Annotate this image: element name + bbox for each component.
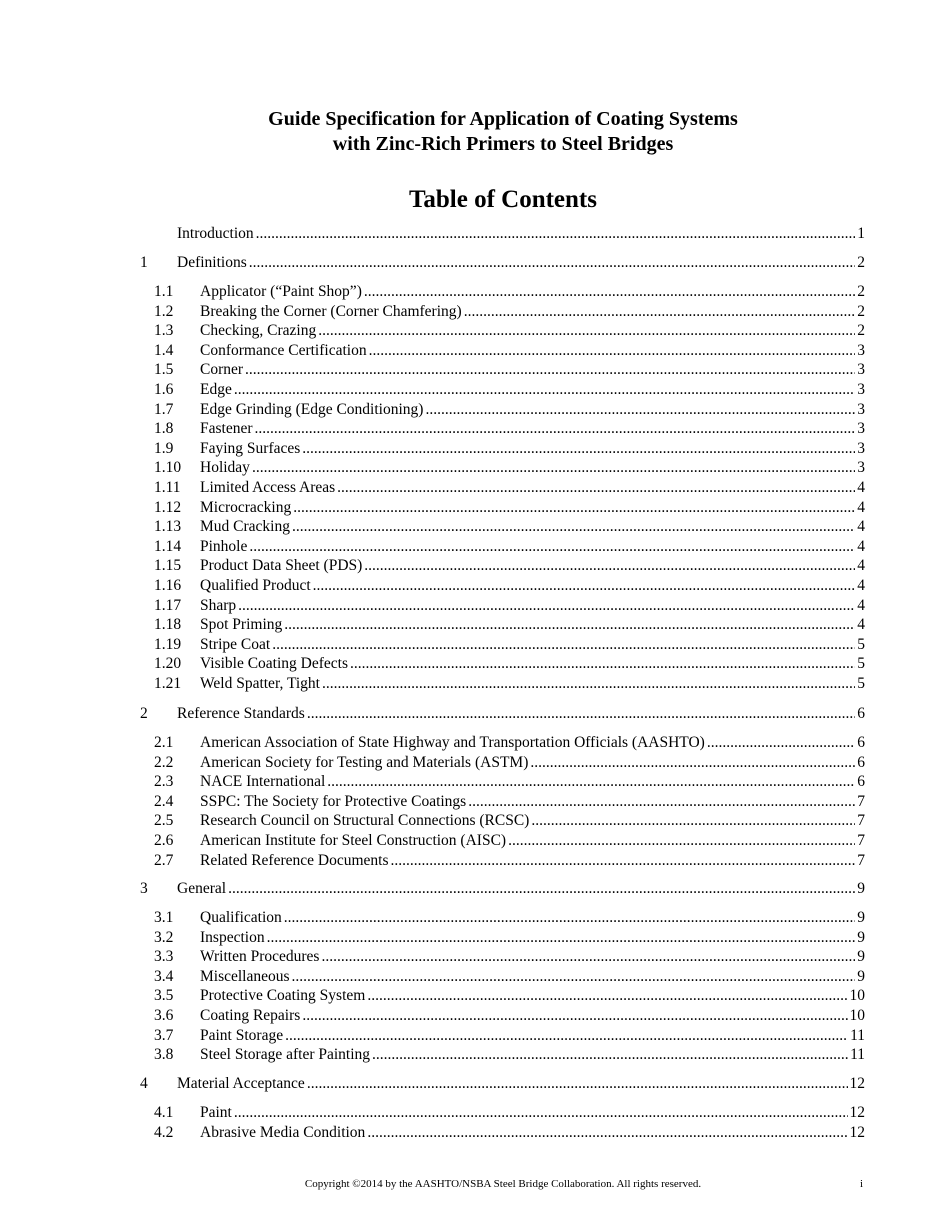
dot-leader bbox=[234, 1103, 848, 1123]
toc-entry-page: 3 bbox=[857, 361, 865, 379]
toc-entry-number: 1.17 bbox=[154, 596, 182, 614]
toc-entry-title: Edge bbox=[200, 381, 232, 398]
toc-subsection-row[interactable] bbox=[140, 967, 865, 987]
dot-leader bbox=[464, 302, 856, 322]
toc-subsection-row[interactable] bbox=[140, 654, 865, 674]
dot-leader bbox=[245, 360, 855, 380]
toc-entry-title: Corner bbox=[200, 361, 244, 379]
toc-subsection-row[interactable] bbox=[140, 674, 865, 694]
toc-entry-number: 1.4 bbox=[154, 341, 174, 359]
toc-subsection-row[interactable] bbox=[140, 596, 865, 616]
toc-subsection-row[interactable] bbox=[140, 1006, 865, 1026]
document-title-line1: Guide Specification for Application of Coating Systems bbox=[268, 108, 738, 130]
dot-leader bbox=[249, 253, 856, 273]
dot-leader bbox=[302, 1006, 847, 1026]
toc-subsection-row[interactable] bbox=[140, 556, 865, 576]
toc-subsection-row[interactable] bbox=[140, 1123, 865, 1143]
toc-entry-page: 2 bbox=[857, 254, 865, 271]
toc-entry-title: General bbox=[177, 880, 227, 897]
toc-subsection-row[interactable] bbox=[140, 1026, 865, 1046]
toc-entry-number: 1 bbox=[140, 254, 148, 271]
toc-entry-number: 4.2 bbox=[154, 1123, 174, 1141]
toc-section-row[interactable] bbox=[140, 704, 865, 724]
dot-leader bbox=[272, 635, 855, 655]
toc-entry-title: Coating Repairs bbox=[200, 1007, 301, 1024]
dot-leader bbox=[391, 851, 856, 871]
toc-entry-number: 1.19 bbox=[154, 635, 182, 653]
toc-entry-title: Weld Spatter, Tight bbox=[200, 675, 320, 692]
dot-leader bbox=[285, 1026, 848, 1046]
toc-subsection-row[interactable] bbox=[140, 1045, 865, 1065]
toc-entry-number: 4 bbox=[140, 1075, 148, 1092]
toc-entry-page: 3 bbox=[857, 341, 865, 359]
toc-entry-title: Introduction bbox=[177, 225, 254, 242]
toc-entry-page: 12 bbox=[849, 1123, 865, 1141]
toc-entry-title: Definitions bbox=[177, 254, 247, 271]
page-number-label: i bbox=[860, 1178, 864, 1190]
toc-entry-number: 1.9 bbox=[154, 439, 174, 457]
toc-entry-title: Edge Grinding (Edge Conditioning) bbox=[200, 400, 424, 418]
dot-leader bbox=[234, 380, 855, 400]
toc-subsection-row[interactable] bbox=[140, 928, 865, 948]
toc-entry-number: 2.4 bbox=[154, 792, 174, 810]
toc-entry-title: American Society for Testing and Materials (ASTM) bbox=[200, 753, 529, 771]
dot-leader bbox=[369, 341, 856, 361]
toc-subsection-row[interactable] bbox=[140, 831, 865, 851]
copyright-notice: Copyright ©2014 by the AASHTO/NSBA Steel Bridge Collaboration. All rights reserved. bbox=[304, 1178, 702, 1190]
toc-subsection-row[interactable] bbox=[140, 772, 865, 792]
toc-entry-title: SSPC: The Society for Protective Coatings bbox=[200, 792, 467, 810]
toc-subsection-row[interactable] bbox=[140, 753, 865, 773]
toc-entry-title: Reference Standards bbox=[177, 705, 305, 722]
toc-entry-page: 3 bbox=[857, 459, 865, 477]
toc-entry-title: Mud Cracking bbox=[200, 518, 290, 536]
toc-entry-number: 2.2 bbox=[154, 753, 174, 771]
toc-entry-page: 4 bbox=[857, 518, 865, 536]
toc-entry-number: 1.2 bbox=[154, 302, 174, 320]
toc-entry-number: 1.12 bbox=[154, 498, 182, 516]
dot-leader bbox=[313, 576, 856, 596]
dot-leader bbox=[307, 1074, 848, 1094]
dot-leader bbox=[372, 1045, 848, 1065]
toc-entry-title: Material Acceptance bbox=[177, 1075, 305, 1092]
toc-entry-page: 5 bbox=[857, 635, 865, 653]
toc-entry-number: 1.3 bbox=[154, 322, 174, 340]
toc-entry-title: Abrasive Media Condition bbox=[200, 1123, 366, 1141]
dot-leader bbox=[468, 792, 855, 812]
toc-entry-page: 7 bbox=[857, 851, 865, 869]
document-title bbox=[0, 107, 950, 157]
toc-entry-page: 4 bbox=[857, 537, 865, 555]
dot-leader bbox=[256, 224, 856, 244]
toc-subsection-row[interactable] bbox=[140, 517, 865, 537]
toc-subsection-row[interactable] bbox=[140, 792, 865, 812]
dot-leader bbox=[321, 947, 855, 967]
toc-entry-title: Holiday bbox=[200, 459, 250, 477]
toc-entry-title: NACE International bbox=[200, 773, 326, 791]
toc-entry-page: 2 bbox=[857, 322, 865, 340]
dot-leader bbox=[292, 517, 855, 537]
dot-leader bbox=[531, 811, 855, 831]
toc-subsection-row[interactable] bbox=[140, 282, 865, 302]
toc-entry-title: Inspection bbox=[200, 928, 265, 946]
dot-leader bbox=[337, 478, 855, 498]
toc-subsection-row[interactable] bbox=[140, 811, 865, 831]
toc-entry-number: 1.6 bbox=[154, 381, 174, 398]
toc-entry-page: 4 bbox=[857, 479, 865, 496]
toc-entry-title: Steel Storage after Painting bbox=[200, 1046, 371, 1064]
dot-leader bbox=[425, 400, 855, 420]
toc-entry-page: 9 bbox=[857, 967, 865, 985]
toc-entry-title: Checking, Crazing bbox=[200, 322, 317, 340]
toc-entry-page: 2 bbox=[857, 302, 865, 320]
toc-subsection-row[interactable] bbox=[140, 947, 865, 967]
toc-entry-page: 6 bbox=[857, 753, 865, 771]
toc-subsection-row[interactable] bbox=[140, 615, 865, 635]
toc-entry-page: 11 bbox=[850, 1026, 865, 1044]
toc-subsection-row[interactable] bbox=[140, 576, 865, 596]
toc-subsection-row[interactable] bbox=[140, 986, 865, 1006]
toc-entry-page: 6 bbox=[857, 705, 865, 722]
toc-entry-number: 1.13 bbox=[154, 518, 182, 536]
toc-entry-number: 1.18 bbox=[154, 616, 182, 634]
dot-leader bbox=[255, 419, 856, 439]
toc-subsection-row[interactable] bbox=[140, 635, 865, 655]
dot-leader bbox=[367, 1123, 847, 1143]
toc-entry-page: 2 bbox=[857, 283, 865, 300]
toc-entry-page: 4 bbox=[857, 596, 865, 614]
toc-entry-number: 1.16 bbox=[154, 577, 182, 594]
toc-entry-page: 12 bbox=[849, 1104, 865, 1121]
toc-subsection-row[interactable] bbox=[140, 733, 865, 753]
toc-entry-title: Pinhole bbox=[200, 537, 248, 555]
toc-entry-number: 1.15 bbox=[154, 557, 182, 575]
toc-entry-page: 7 bbox=[857, 792, 865, 810]
toc-subsection-row[interactable] bbox=[140, 380, 865, 400]
toc-subsection-row[interactable] bbox=[140, 341, 865, 361]
toc-entry-title: Qualified Product bbox=[200, 577, 311, 594]
toc-entry-page: 11 bbox=[850, 1046, 865, 1064]
toc-entry-number: 1.5 bbox=[154, 361, 174, 379]
toc-entry-page: 7 bbox=[857, 832, 865, 849]
toc-entry-title: Related Reference Documents bbox=[200, 851, 389, 869]
toc-entry-page: 6 bbox=[857, 773, 865, 791]
toc-entry-number: 3.2 bbox=[154, 928, 174, 946]
toc-entry-page: 9 bbox=[857, 948, 865, 966]
page-footer bbox=[0, 1176, 950, 1192]
toc-entry-page: 10 bbox=[849, 987, 865, 1005]
toc-entry-title: American Institute for Steel Construction (AISC) bbox=[200, 832, 507, 849]
toc-entry-number: 3.5 bbox=[154, 987, 174, 1005]
toc-entry-number: 3.3 bbox=[154, 948, 174, 966]
document-title-line2: with Zinc-Rich Primers to Steel Bridges bbox=[332, 133, 674, 155]
toc-entry-title: Spot Priming bbox=[200, 616, 283, 634]
toc-entry-page: 10 bbox=[849, 1007, 865, 1024]
toc-subsection-row[interactable] bbox=[140, 478, 865, 498]
dot-leader bbox=[252, 458, 855, 478]
toc-subsection-row[interactable] bbox=[140, 360, 865, 380]
dot-leader bbox=[267, 928, 856, 948]
dot-leader bbox=[292, 967, 856, 987]
toc-entry-page: 4 bbox=[857, 498, 865, 516]
toc-entry-page: 7 bbox=[857, 812, 865, 830]
toc-subsection-row[interactable] bbox=[140, 321, 865, 341]
dot-leader bbox=[238, 596, 855, 616]
toc-subsection-row[interactable] bbox=[140, 458, 865, 478]
toc-entry-title: Product Data Sheet (PDS) bbox=[200, 557, 363, 575]
toc-entry-number: 1.7 bbox=[154, 400, 174, 418]
dot-leader bbox=[364, 282, 855, 302]
dot-leader bbox=[508, 831, 855, 851]
toc-entry-page: 4 bbox=[857, 616, 865, 634]
toc-entry-title: Conformance Certification bbox=[200, 341, 367, 359]
toc-entry-page: 4 bbox=[857, 557, 865, 575]
toc-subsection-row[interactable] bbox=[140, 537, 865, 557]
toc-entry-number: 3.7 bbox=[154, 1026, 174, 1044]
dot-leader bbox=[327, 772, 855, 792]
toc-entry-number: 1.1 bbox=[154, 283, 174, 300]
toc-subsection-row[interactable] bbox=[140, 908, 865, 928]
toc-entry-page: 6 bbox=[857, 734, 865, 751]
toc-section-row[interactable] bbox=[140, 224, 865, 244]
toc-entry-page: 5 bbox=[857, 655, 865, 673]
toc-entry-title: Faying Surfaces bbox=[200, 439, 301, 457]
toc-entry-page: 4 bbox=[857, 577, 865, 594]
dot-leader bbox=[318, 321, 855, 341]
toc-subsection-row[interactable] bbox=[140, 400, 865, 420]
toc-heading: Table of Contents bbox=[409, 186, 597, 213]
toc-entry-page: 9 bbox=[857, 909, 865, 926]
toc-subsection-row[interactable] bbox=[140, 439, 865, 459]
toc-entry-page: 3 bbox=[857, 381, 865, 398]
dot-leader bbox=[249, 537, 855, 557]
toc-entry-number: 1.10 bbox=[154, 459, 182, 477]
dot-leader bbox=[350, 654, 855, 674]
toc-subsection-row[interactable] bbox=[140, 1103, 865, 1123]
toc-subsection-row[interactable] bbox=[140, 851, 865, 871]
toc-entry-page: 12 bbox=[849, 1075, 865, 1092]
toc-subsection-row[interactable] bbox=[140, 302, 865, 322]
toc-entry-number: 3 bbox=[140, 880, 148, 897]
dot-leader bbox=[307, 704, 855, 724]
toc-entry-number: 2.1 bbox=[154, 734, 174, 751]
toc-entry-number: 2.7 bbox=[154, 851, 174, 869]
dot-leader bbox=[367, 986, 847, 1006]
toc-entry-title: Protective Coating System bbox=[200, 987, 366, 1005]
toc-entry-title: Microcracking bbox=[200, 498, 292, 516]
toc-entry-title: Research Council on Structural Connections (RCSC) bbox=[200, 812, 530, 830]
toc-entry-title: Breaking the Corner (Corner Chamfering) bbox=[200, 302, 462, 320]
toc-section-row[interactable] bbox=[140, 879, 865, 899]
toc-entry-page: 3 bbox=[857, 400, 865, 418]
dot-leader bbox=[322, 674, 855, 694]
toc-section-row[interactable] bbox=[140, 253, 865, 273]
toc-entry-number: 3.4 bbox=[154, 967, 174, 985]
toc-entry-title: Written Procedures bbox=[200, 948, 320, 966]
dot-leader bbox=[293, 498, 855, 518]
dot-leader bbox=[364, 556, 855, 576]
toc-entry-title: Sharp bbox=[200, 596, 237, 614]
toc-entry-number: 2.5 bbox=[154, 812, 174, 830]
toc-entry-number: 1.14 bbox=[154, 537, 182, 555]
dot-leader bbox=[707, 733, 855, 753]
toc-entry-number: 2.6 bbox=[154, 832, 174, 849]
toc-entry-title: American Association of State Highway and Transportation Officials (AASHTO) bbox=[200, 734, 705, 751]
toc-entry-number: 1.8 bbox=[154, 420, 174, 438]
dot-leader bbox=[228, 879, 855, 899]
toc-entry-number: 3.1 bbox=[154, 909, 174, 926]
toc-entry-page: 3 bbox=[857, 439, 865, 457]
toc-entry-title: Qualification bbox=[200, 909, 282, 926]
toc-entry-page: 9 bbox=[857, 880, 865, 897]
dot-leader bbox=[530, 753, 855, 773]
toc-entry-title: Limited Access Areas bbox=[200, 479, 336, 496]
toc-entry-number: 1.11 bbox=[154, 479, 181, 496]
toc-entry-number: 1.20 bbox=[154, 655, 182, 673]
toc-entry-number: 3.8 bbox=[154, 1046, 174, 1064]
toc-entry-number: 2.3 bbox=[154, 773, 174, 791]
toc-entry-page: 5 bbox=[857, 675, 865, 692]
toc-entry-title: Paint Storage bbox=[200, 1026, 284, 1044]
toc-entry-number: 4.1 bbox=[154, 1104, 174, 1121]
toc-subsection-row[interactable] bbox=[140, 498, 865, 518]
toc-entry-title: Visible Coating Defects bbox=[200, 655, 349, 673]
toc-entry-number: 2 bbox=[140, 705, 148, 722]
dot-leader bbox=[284, 908, 855, 928]
toc-section-row[interactable] bbox=[140, 1074, 865, 1094]
toc-entry-page: 1 bbox=[857, 225, 865, 242]
toc-entry-page: 9 bbox=[857, 928, 865, 946]
dot-leader bbox=[284, 615, 855, 635]
toc-entry-page: 3 bbox=[857, 420, 865, 438]
toc-entry-title: Stripe Coat bbox=[200, 635, 271, 653]
toc-subsection-row[interactable] bbox=[140, 419, 865, 439]
toc-entry-title: Paint bbox=[200, 1104, 232, 1121]
toc-entry-number: 3.6 bbox=[154, 1007, 174, 1024]
toc-entry-number: 1.21 bbox=[154, 675, 182, 692]
toc-entry-title: Fastener bbox=[200, 420, 253, 438]
dot-leader bbox=[302, 439, 855, 459]
toc-entry-title: Miscellaneous bbox=[200, 967, 290, 985]
toc-entry-title: Applicator (“Paint Shop”) bbox=[200, 283, 362, 300]
